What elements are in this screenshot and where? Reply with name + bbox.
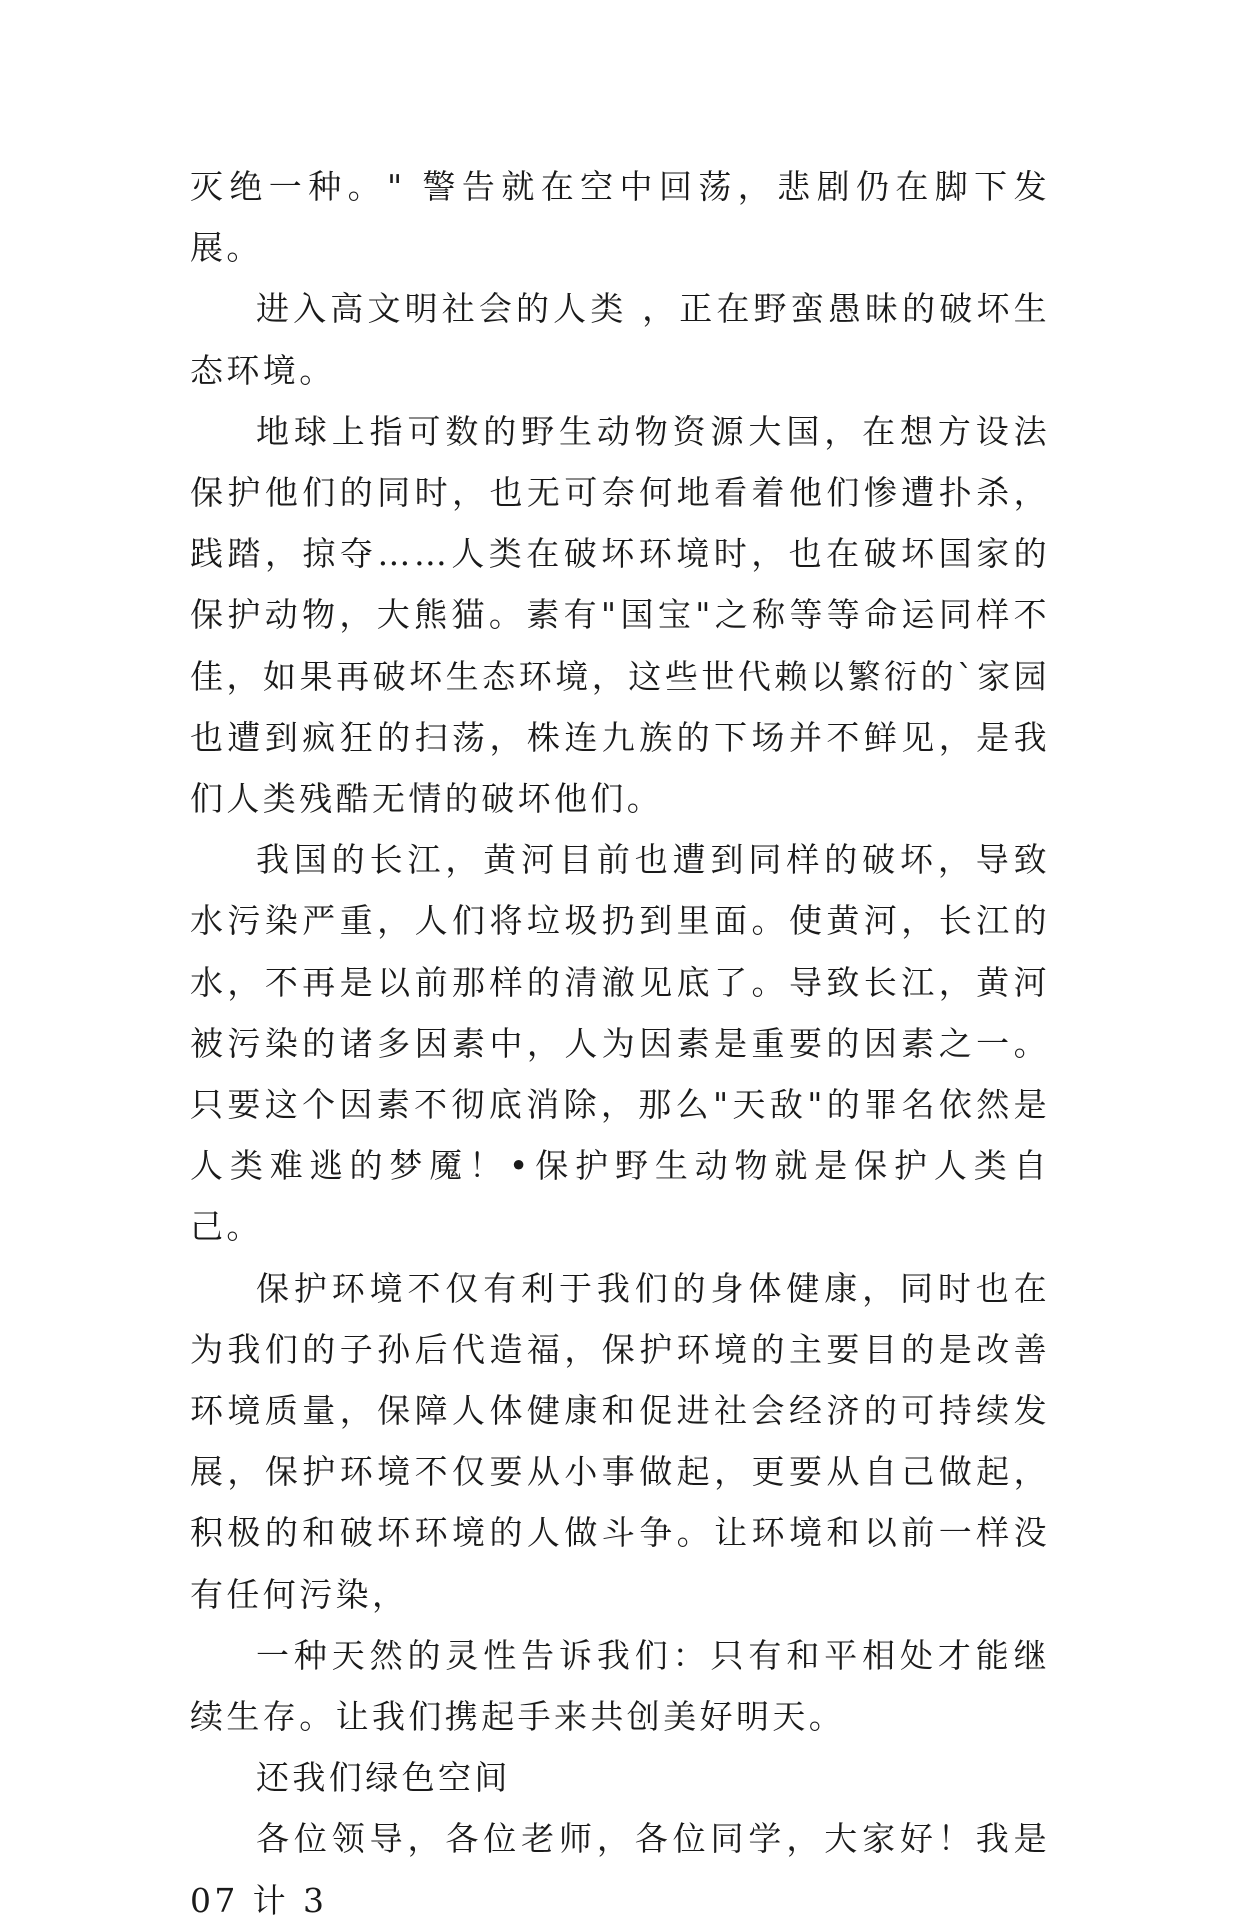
- section-heading: 还我们绿色空间: [256, 1758, 511, 1798]
- paragraph: 地球上指可数的野生动物资源大国，在想方设法保护他们的同时，也无可奈何地看着他们惨遭扑杀，践踏，掠夺……人类在破坏环境时，也在破坏国家的保护动物，大熊猫。素有"国宝"之称等等命运同样不佳，如果再破坏生态环境，这些世代赖以繁衍的`家园也遭到疯狂的扫荡，株连九族的下场并不鲜见，是我们人类残酷无情的破坏他们。: [190, 411, 1050, 819]
- paragraph: 保护环境不仅有利于我们的身体健康，同时也在为我们的子孙后代造福，保护环境的主要目的是改善环境质量，保障人体健康和促进社会经济的可持续发展，保护环境不仅要从小事做起，更要从自己做起，积极的和破坏环境的人做斗争。让环境和以前一样没有任何污染，: [190, 1268, 1050, 1614]
- paragraph: 灭绝一种。" 警告就在空中回荡，悲剧仍在脚下发展。: [190, 167, 1050, 268]
- paragraph: 我国的长江，黄河目前也遭到同样的破坏，导致水污染严重，人们将垃圾扔到里面。使黄河，长江的水，不再是以前那样的清澈见底了。导致长江，黄河被污染的诸多因素中，人为因素是重要的因素之一。只要这个因素不彻底消除，那么"天敌"的罪名依然是人类难逃的梦魇！•保护野生动物就是保护人类自己。: [190, 840, 1050, 1247]
- paragraph: 进入高文明社会的人类 ，正在野蛮愚昧的破坏生态环境。: [190, 289, 1050, 390]
- paragraph: 一种天然的灵性告诉我们：只有和平相处才能继续生存。让我们携起手来共创美好明天。: [190, 1635, 1050, 1737]
- paragraph: 各位领导，各位老师，各位同学，大家好！我是 07 计 3: [190, 1819, 1050, 1920]
- document-body: [190, 156, 1050, 1931]
